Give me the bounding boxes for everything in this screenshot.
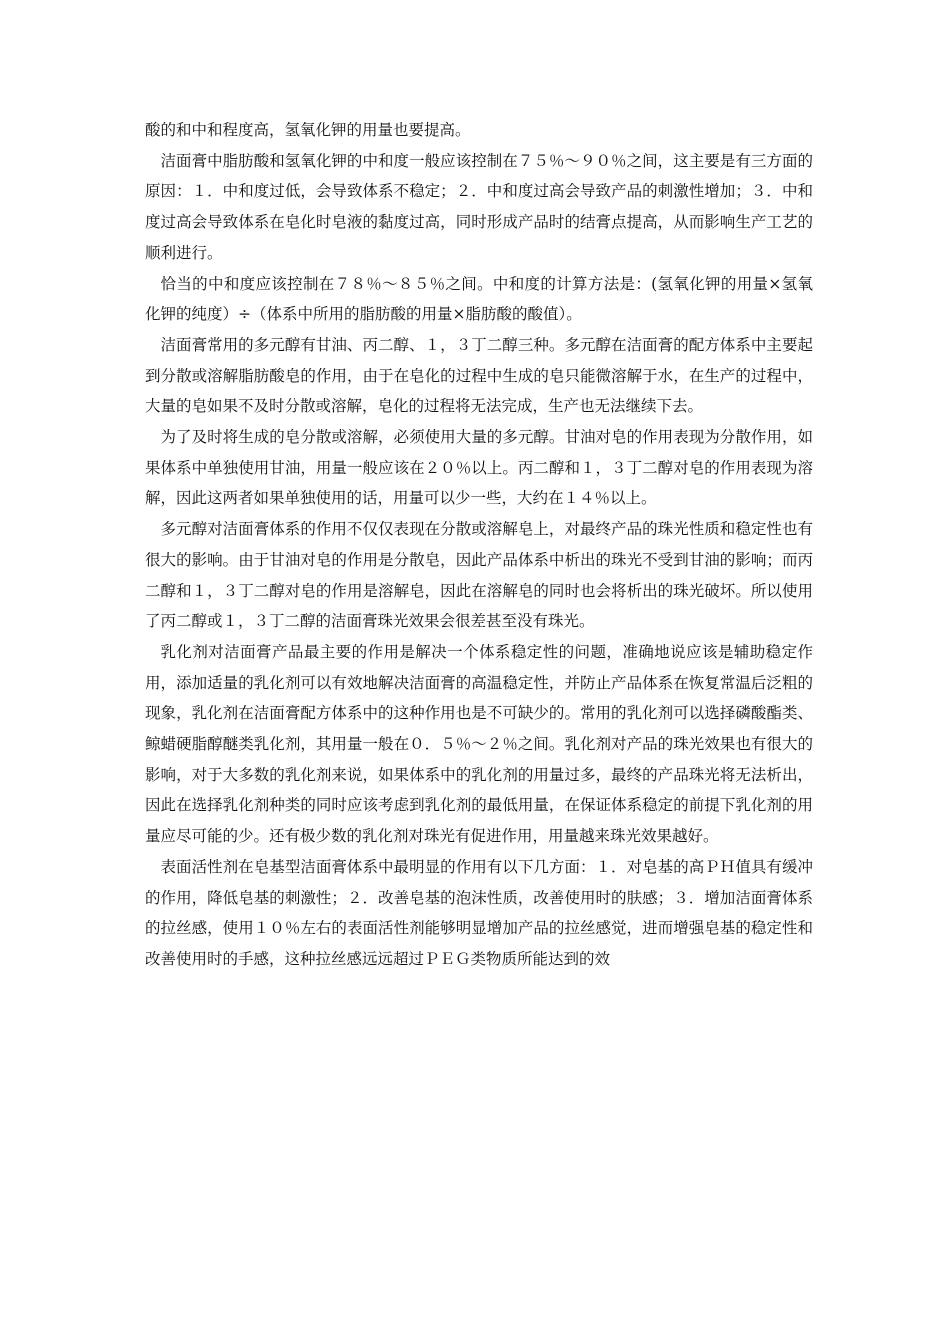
paragraph-neutralization-degree: 洁面膏中脂肪酸和氢氧化钾的中和度一般应该控制在７５％～９０％之间，这主要是有三方面的原因：１．中和度过低，会导致体系不稳定；２．中和度过高会导致产品的刺激性增加；３．中和度过高会导致体系在皂化时皂液的黏度过高，同时形成产品时的结膏点提高，从而影响生产工艺的顺利进行。 <box>145 151 813 262</box>
paragraph-polyols: 洁面膏常用的多元醇有甘油、丙二醇、１，３丁二醇三种。多元醇在洁面膏的配方体系中主要起到分散或溶解脂肪酸皂的作用，由于在皂化的过程中生成的皂只能微溶解于水，在生产的过程中，大量的皂如果不及时分散或溶解，皂化的过程将无法完成，生产也无法继续下去。 <box>145 335 813 416</box>
paragraph-surfactants: 表面活性剂在皂基型洁面膏体系中最明显的作用有以下几方面：１．对皂基的高ＰＨ值具有缓冲的作用，降低皂基的刺激性；２．改善皂基的泡沫性质，改善使用时的肤感；３．增加洁面膏体系的拉丝感，使用１０％左右的表面活性剂能够明显增加产品的拉丝感觉，进而增强皂基的稳定性和改善使用时的手感，这种拉丝感远远超过ＰＥＧ类物质所能达到的效 <box>145 857 813 968</box>
document-body <box>145 115 813 975</box>
paragraph-neutralization-calculation: 恰当的中和度应该控制在７８％～８５％之间。中和度的计算方法是：(氢氧化钾的用量×氢氧化钾的纯度）÷（体系中所用的脂肪酸的用量×脂肪酸的酸值）。 <box>145 274 813 324</box>
paragraph-neutralization-continued: 酸的和中和程度高，氢氧化钾的用量也要提高。 <box>145 121 471 139</box>
paragraph-emulsifiers: 乳化剂对洁面膏产品最主要的作用是解决一个体系稳定性的问题，准确地说应该是辅助稳定作用，添加适量的乳化剂可以有效地解决洁面膏的高温稳定性，并防止产品体系在恢复常温后泛粗的现象，乳化剂在洁面膏配方体系中的这种作用也是不可缺少的。常用的乳化剂可以选择磷酸酯类、鲸蜡硬脂醇醚类乳化剂，其用量一般在０．５％～２％之间。乳化剂对产品的珠光效果也有很大的影响，对于大多数的乳化剂来说，如果体系中的乳化剂的用量过多，最终的产品珠光将无法析出，因此在选择乳化剂种类的同时应该考虑到乳化剂的最低用量，在保证体系稳定的前提下乳化剂的用量应尽可能的少。还有极少数的乳化剂对珠光有促进作用，用量越来珠光效果越好。 <box>145 642 813 846</box>
paragraph-polyol-pearlescence: 多元醇对洁面膏体系的作用不仅仅表现在分散或溶解皂上，对最终产品的珠光性质和稳定性也有很大的影响。由于甘油对皂的作用是分散皂，因此产品体系中析出的珠光不受到甘油的影响；而丙二醇和１，３丁二醇对皂的作用是溶解皂，因此在溶解皂的同时也会将析出的珠光破坏。所以使用了丙二醇或１，３丁二醇的洁面膏珠光效果会很差甚至没有珠光。 <box>145 520 813 631</box>
paragraph-polyol-dosage: 为了及时将生成的皂分散或溶解，必须使用大量的多元醇。甘油对皂的作用表现为分散作用，如果体系中单独使用甘油，用量一般应该在２０％以上。丙二醇和１，３丁二醇对皂的作用表现为溶解，因此这两者如果单独使用的话，用量可以少一些，大约在１４％以上。 <box>145 428 813 508</box>
